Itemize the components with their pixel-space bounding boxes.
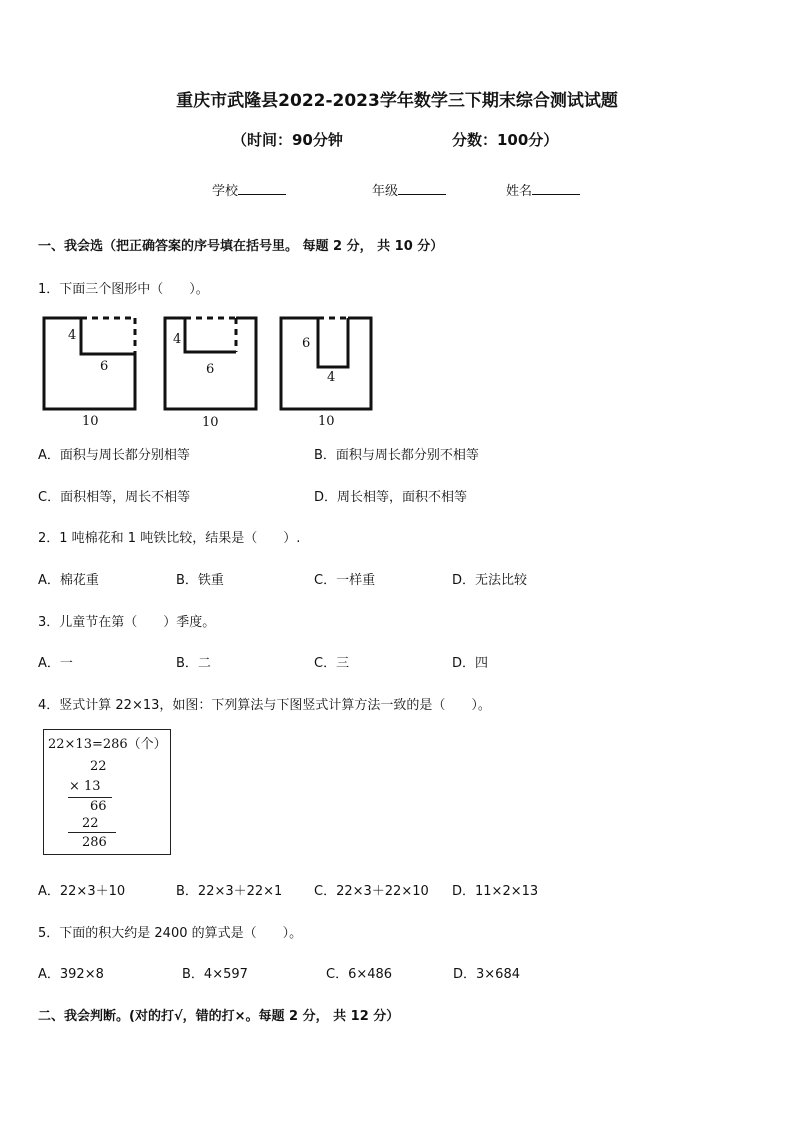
q5-option-b[interactable]: B．4×597 xyxy=(182,967,248,982)
q4-option-b[interactable]: B．22×3＋22×1 xyxy=(176,884,283,899)
question-2: 2．1 吨棉花和 1 吨铁比较，结果是（ ）. xyxy=(38,531,301,546)
calc-line-5: 286 xyxy=(82,835,107,850)
question-1-figures xyxy=(38,312,388,432)
q1-option-d[interactable]: D．周长相等，面积不相等 xyxy=(314,490,468,505)
fig1-inner-label: 6 xyxy=(100,359,109,374)
calc-line-3: 66 xyxy=(90,799,107,814)
question-4: 4．竖式计算 22×13，如图：下列算法与下图竖式计算方法一致的是（ ）。 xyxy=(38,698,491,713)
q4-option-c[interactable]: C．22×3＋22×10 xyxy=(314,884,429,899)
q2-option-d[interactable]: D．无法比较 xyxy=(452,573,528,588)
fig3-left-label: 6 xyxy=(302,336,311,351)
exam-time: （时间：90分钟 xyxy=(232,131,343,149)
calc-line-2: × 13 xyxy=(69,779,101,794)
calc-header: 22×13=286（个） xyxy=(48,737,167,752)
question-1: 1．下面三个图形中（ ）。 xyxy=(38,282,209,297)
school-label: 学校 xyxy=(212,184,239,199)
q3-option-a[interactable]: A．一 xyxy=(38,656,73,671)
fig2-inner-label: 6 xyxy=(206,362,215,377)
fig3-inner-label: 4 xyxy=(327,370,336,385)
fig3-bottom-label: 10 xyxy=(318,414,335,429)
q2-option-b[interactable]: B．铁重 xyxy=(176,573,224,588)
calc-rule-1 xyxy=(68,797,112,798)
q3-option-c[interactable]: C．三 xyxy=(314,656,350,671)
calc-rule-2 xyxy=(68,832,116,833)
grade-label: 年级 xyxy=(372,184,399,199)
question-3: 3．儿童节在第（ ）季度。 xyxy=(38,615,216,630)
school-field[interactable] xyxy=(212,180,286,199)
question-5: 5．下面的积大约是 2400 的算式是（ ）。 xyxy=(38,926,303,941)
q1-option-a[interactable]: A．面积与周长都分别相等 xyxy=(38,448,190,463)
q5-option-d[interactable]: D．3×684 xyxy=(453,967,520,982)
q2-option-c[interactable]: C．一样重 xyxy=(314,573,376,588)
calc-line-4: 22 xyxy=(82,816,99,831)
fig1-bottom-label: 10 xyxy=(82,414,99,429)
page-title: 重庆市武隆县2022-2023学年数学三下期末综合测试试题 xyxy=(176,91,618,111)
q4-option-a[interactable]: A．22×3＋10 xyxy=(38,884,126,899)
grade-field[interactable] xyxy=(372,180,446,199)
name-label: 姓名 xyxy=(506,184,533,199)
q5-option-c[interactable]: C．6×486 xyxy=(326,967,393,982)
section-1-heading: 一、我会选（把正确答案的序号填在括号里。 每题 2 分， 共 10 分） xyxy=(38,239,444,254)
q4-option-d[interactable]: D．11×2×13 xyxy=(452,884,539,899)
fig1-left-label: 4 xyxy=(68,328,77,343)
section-2-heading: 二、我会判断。(对的打√，错的打×。每题 2 分， 共 12 分） xyxy=(38,1009,400,1024)
q1-option-b[interactable]: B．面积与周长都分别不相等 xyxy=(314,448,479,463)
exam-score: 分数：100分） xyxy=(452,131,559,149)
q5-option-a[interactable]: A．392×8 xyxy=(38,967,104,982)
calc-line-1: 22 xyxy=(90,759,107,774)
name-field[interactable] xyxy=(506,180,580,199)
q1-option-c[interactable]: C．面积相等，周长不相等 xyxy=(38,490,191,505)
fig2-bottom-label: 10 xyxy=(202,415,219,430)
fig2-left-label: 4 xyxy=(173,332,182,347)
q3-option-b[interactable]: B．二 xyxy=(176,656,211,671)
q3-option-d[interactable]: D．四 xyxy=(452,656,489,671)
vertical-calculation-box xyxy=(43,729,171,855)
q2-option-a[interactable]: A．棉花重 xyxy=(38,573,99,588)
